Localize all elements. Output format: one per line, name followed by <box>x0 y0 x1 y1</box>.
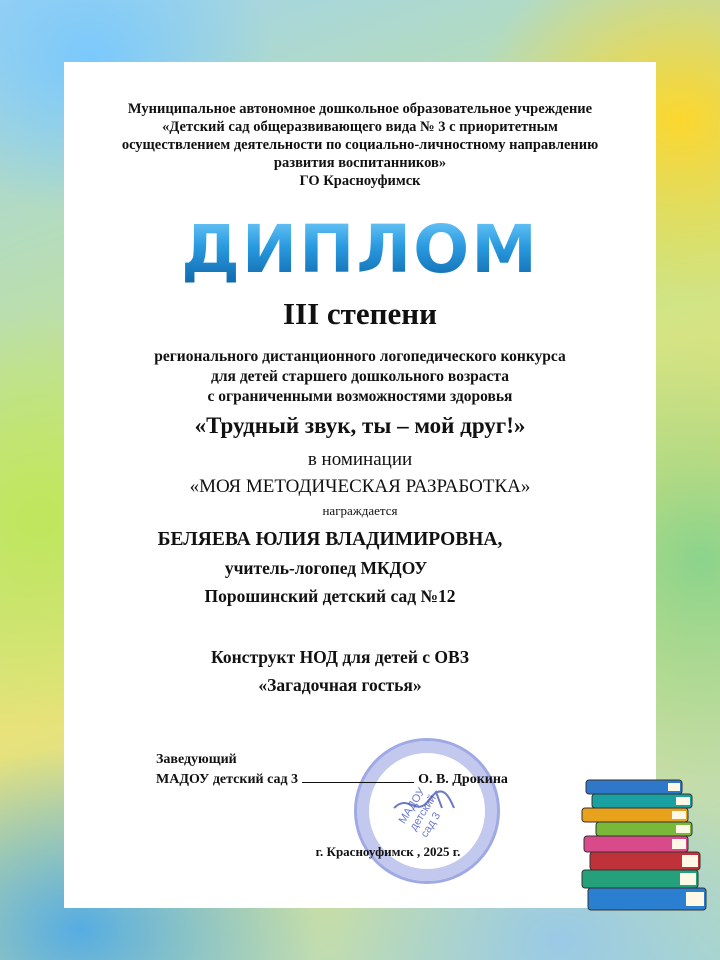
signature-block <box>156 750 508 790</box>
stamp-text: МАДОУ детский сад 3 <box>396 786 444 840</box>
signature-line <box>302 770 414 783</box>
contest-line: с ограниченными возможностями здоровья <box>207 388 513 405</box>
institution-header <box>64 100 656 190</box>
recipient-name: БЕЛЯЕВА ЮЛИЯ ВЛАДИМИРОВНА, <box>157 529 503 550</box>
contest-line: для детей старшего дошкольного возраста <box>211 368 509 385</box>
recipient-organization: Порошинский детский сад №12 <box>204 586 456 606</box>
books-stack-icon <box>572 772 712 932</box>
header-line: развития воспитанников» <box>273 155 447 171</box>
header-line: Муниципальное автономное дошкольное образовательное учреждение <box>127 101 593 117</box>
work-title-line2: «Загадочная гостья» <box>258 675 422 695</box>
nomination-prefix: в номинации <box>307 449 413 470</box>
contest-description <box>64 347 656 407</box>
awarded-label: награждается <box>322 503 398 518</box>
signature-person: О. В. Дрокина <box>418 772 508 787</box>
nomination-name: «МОЯ МЕТОДИЧЕСКАЯ РАЗРАБОТКА» <box>189 476 531 497</box>
header-line: осуществлением деятельности по социально-личностному направлению <box>121 137 599 153</box>
diploma-sheet <box>64 62 656 908</box>
diploma-title: ДИПЛОМ <box>64 210 656 290</box>
contest-line: регионального дистанционного логопедического конкурса <box>154 348 566 365</box>
signature-role: Заведующий <box>156 752 237 767</box>
header-line: ГО Красноуфимск <box>299 173 421 189</box>
recipient-position: учитель-логопед МКДОУ <box>224 558 428 578</box>
city-year: г. Красноуфимск , 2025 г. <box>315 844 461 859</box>
contest-slogan: «Трудный звук, ты – мой друг!» <box>194 413 526 438</box>
degree-label: III степени <box>282 296 438 331</box>
work-title-line1: Конструкт НОД для детей с ОВЗ <box>211 647 469 667</box>
header-line: «Детский сад общеразвивающего вида № 3 с приоритетным <box>162 119 558 135</box>
signature-org: МАДОУ детский сад 3 <box>156 772 299 787</box>
